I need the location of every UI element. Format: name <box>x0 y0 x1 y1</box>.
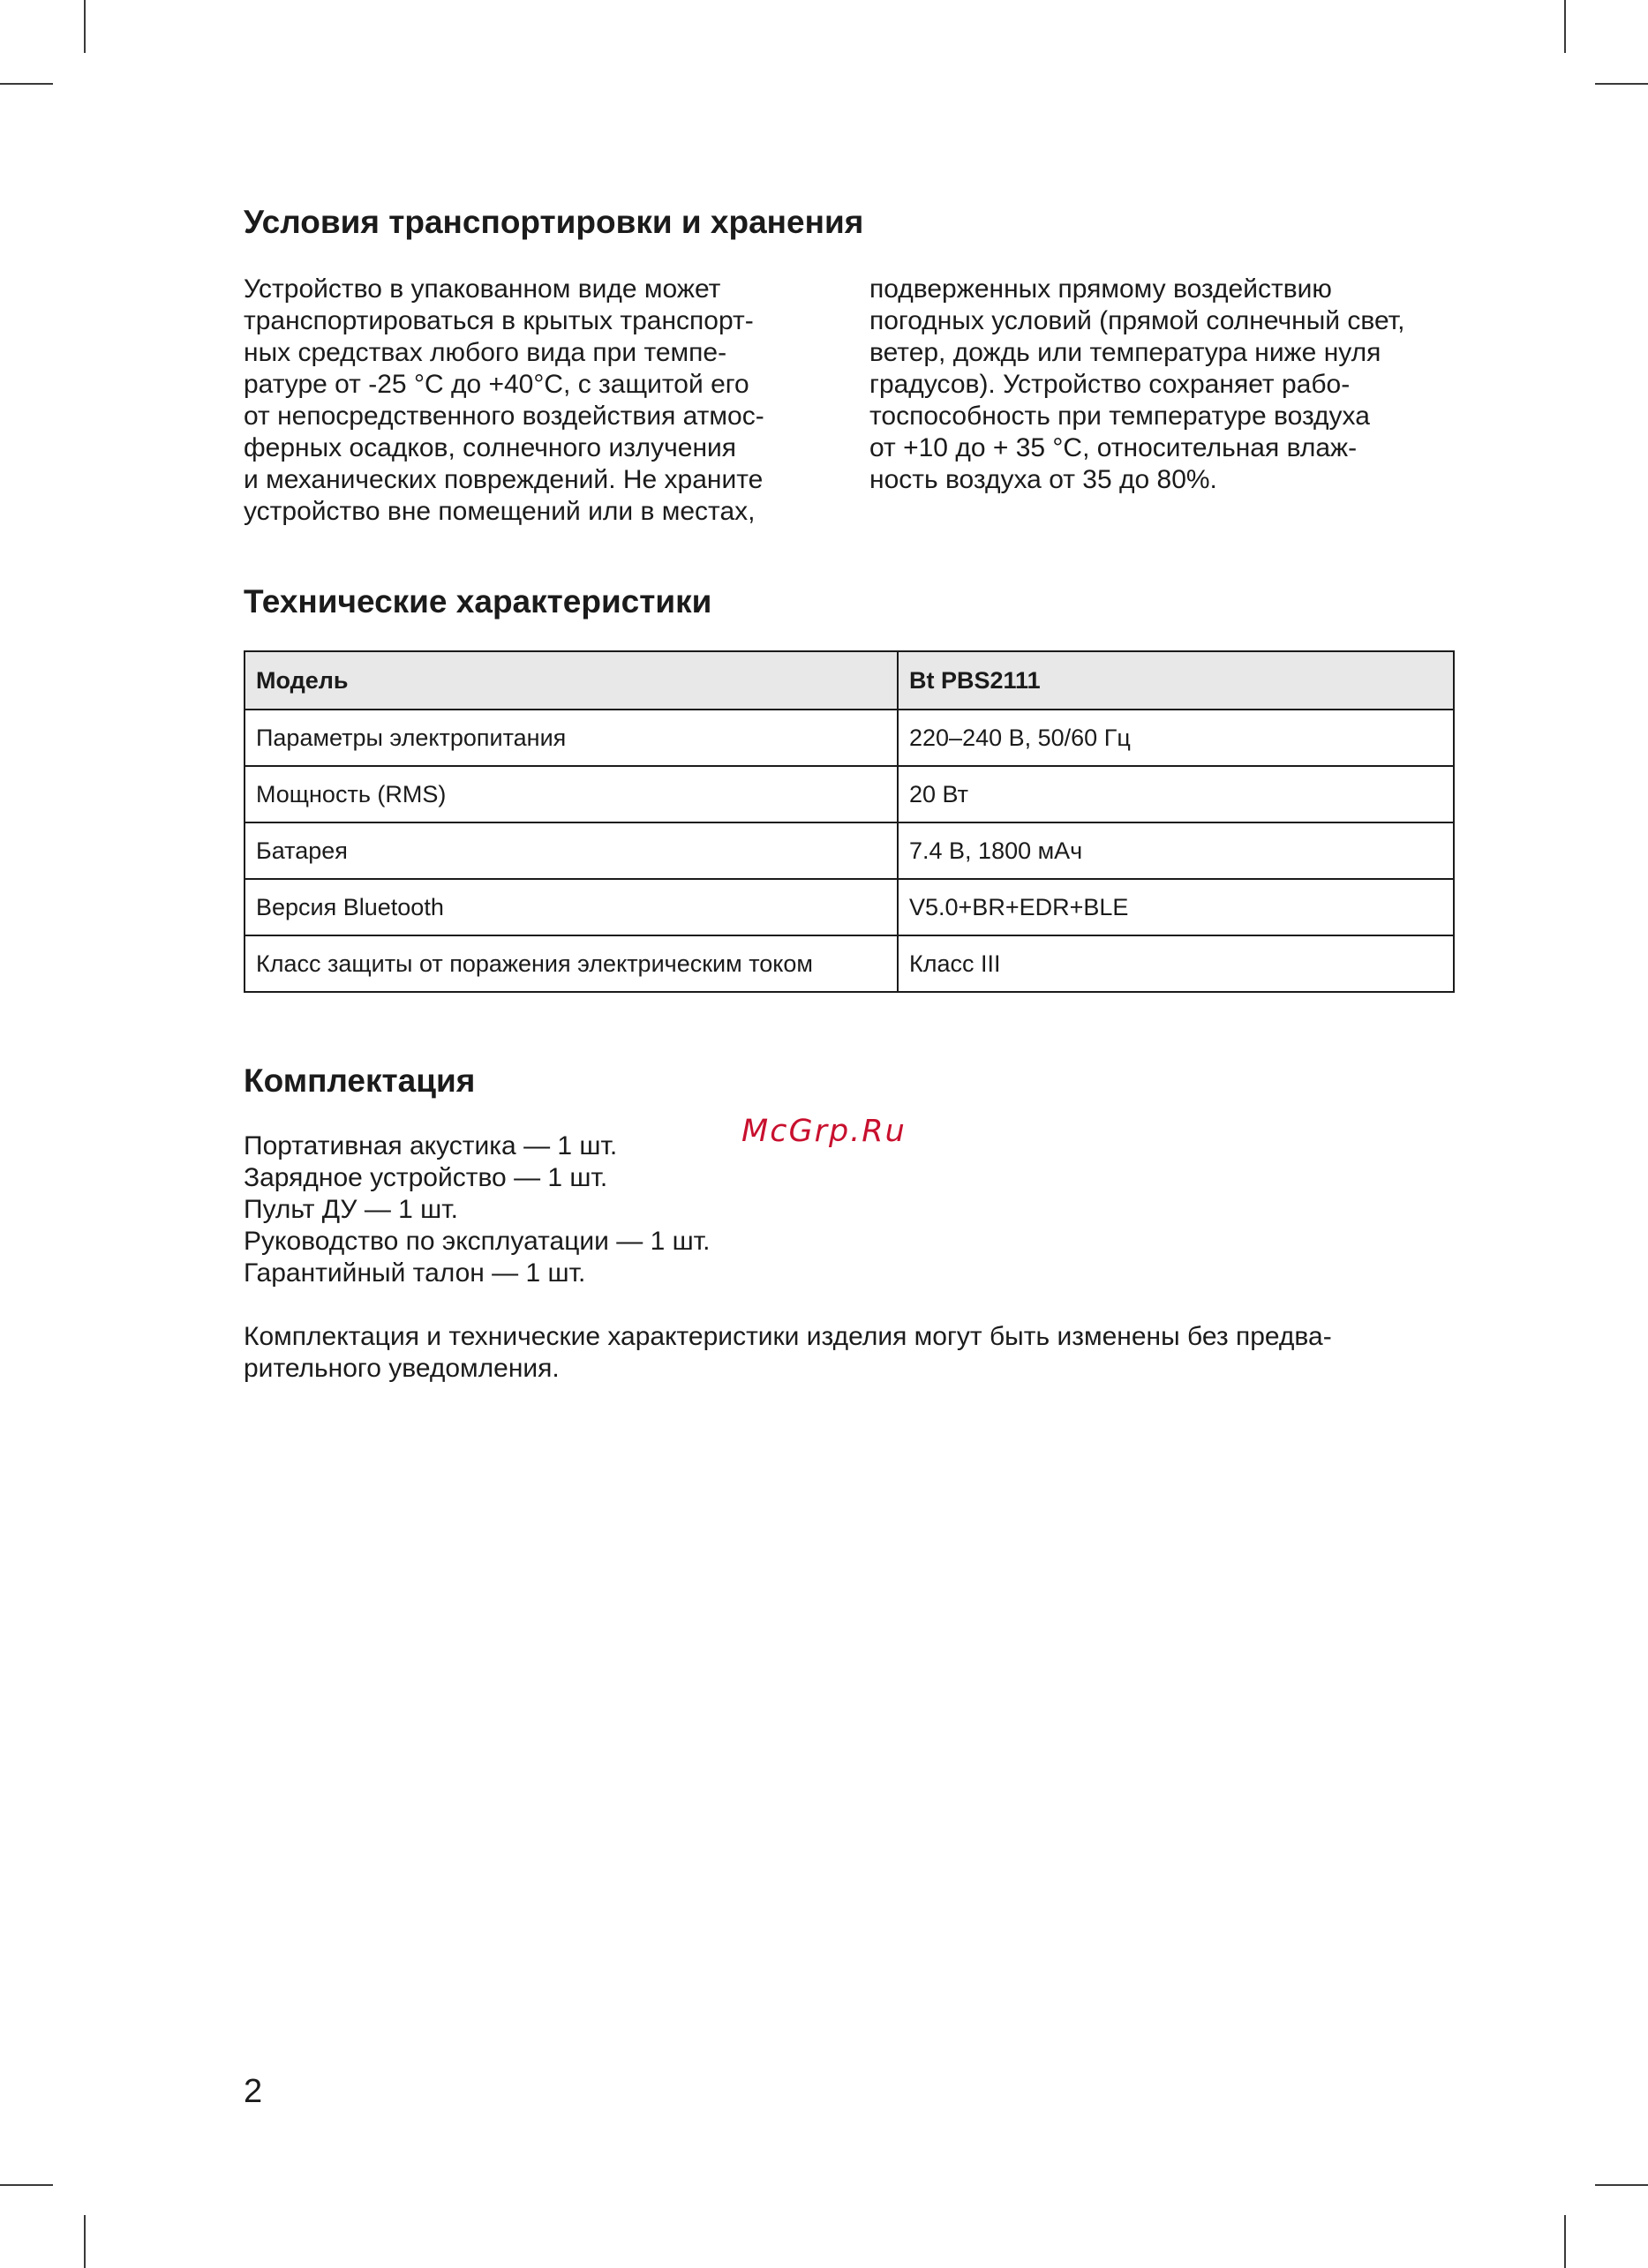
transport-text-line: Устройство в упакованном виде может <box>244 274 721 304</box>
change-notice <box>244 1321 1455 1385</box>
list-item: Гарантийный талон — 1 шт. <box>244 1258 586 1288</box>
spec-parameter: Класс защиты от поражения электрическим током <box>245 935 898 992</box>
list-item: Пульт ДУ — 1 шт. <box>244 1195 458 1224</box>
transport-text-line: от +10 до + 35 °C, относительная влаж- <box>869 433 1358 462</box>
transport-text-line: тоспособность при температуре воздуха <box>869 402 1370 431</box>
list-item: Зарядное устройство — 1 шт. <box>244 1163 608 1192</box>
kit-heading: Комплектация <box>244 1063 476 1099</box>
table-row <box>245 822 1454 879</box>
spec-value: 7.4 В, 1800 мАч <box>898 822 1454 879</box>
crop-mark <box>1564 0 1566 53</box>
table-row <box>245 766 1454 822</box>
spec-parameter: Версия Bluetooth <box>245 879 898 935</box>
transport-text-line: ность воздуха от 35 до 80%. <box>869 465 1217 494</box>
transport-text-left-column <box>244 274 826 528</box>
crop-mark <box>1564 2215 1566 2268</box>
transport-text-line: погодных условий (прямой солнечный свет, <box>869 306 1405 335</box>
notice-line: рительного уведомления. <box>244 1354 560 1383</box>
spec-value: Класс III <box>898 935 1454 992</box>
spec-value: V5.0+BR+EDR+BLE <box>898 879 1454 935</box>
crop-mark <box>0 83 53 85</box>
transport-text-line: ных средствах любого вида при темпе- <box>244 338 727 367</box>
specs-table <box>244 650 1455 993</box>
crop-mark <box>0 2184 53 2186</box>
transport-text-line: от непосредственного воздействия атмос- <box>244 402 764 431</box>
table-row <box>245 710 1454 766</box>
crop-mark <box>1595 83 1648 85</box>
transport-text-right-column <box>869 274 1452 496</box>
notice-line: Комплектация и технические характеристики изделия могут быть изменены без предва- <box>244 1322 1332 1351</box>
transport-heading: Условия транспортировки и хранения <box>244 204 864 240</box>
specs-heading: Технические характеристики <box>244 583 712 620</box>
crop-mark <box>1595 2184 1648 2186</box>
spec-parameter: Батарея <box>245 822 898 879</box>
transport-text-line: и механических повреждений. Не храните <box>244 465 764 494</box>
crop-mark <box>84 2215 86 2268</box>
spec-parameter: Параметры электропитания <box>245 710 898 766</box>
specs-table-header-row <box>245 651 1454 710</box>
transport-text-line: ферных осадков, солнечного излучения <box>244 433 737 462</box>
spec-value: 20 Вт <box>898 766 1454 822</box>
table-row <box>245 935 1454 992</box>
transport-text-line: транспортироваться в крытых транспорт- <box>244 306 754 335</box>
transport-text-line: градусов). Устройство сохраняет рабо- <box>869 370 1351 399</box>
transport-text-line: устройство вне помещений или в местах, <box>244 497 756 526</box>
transport-text-line: ветер, дождь или температура ниже нуля <box>869 338 1381 367</box>
transport-text-line: подверженных прямому воздействию <box>869 274 1332 304</box>
list-item: Руководство по эксплуатации — 1 шт. <box>244 1227 711 1256</box>
crop-mark <box>84 0 86 53</box>
specs-header-cell: Bt PBS2111 <box>898 651 1454 710</box>
transport-text-line: ратуре от -25 °C до +40°C, с защитой его <box>244 370 749 399</box>
kit-list <box>244 1130 710 1289</box>
watermark: McGrp.Ru <box>741 1114 907 1149</box>
spec-value: 220–240 В, 50/60 Гц <box>898 710 1454 766</box>
spec-parameter: Мощность (RMS) <box>245 766 898 822</box>
table-row <box>245 879 1454 935</box>
list-item: Портативная акустика — 1 шт. <box>244 1131 618 1160</box>
specs-header-cell: Модель <box>245 651 898 710</box>
page-number: 2 <box>244 2073 263 2110</box>
